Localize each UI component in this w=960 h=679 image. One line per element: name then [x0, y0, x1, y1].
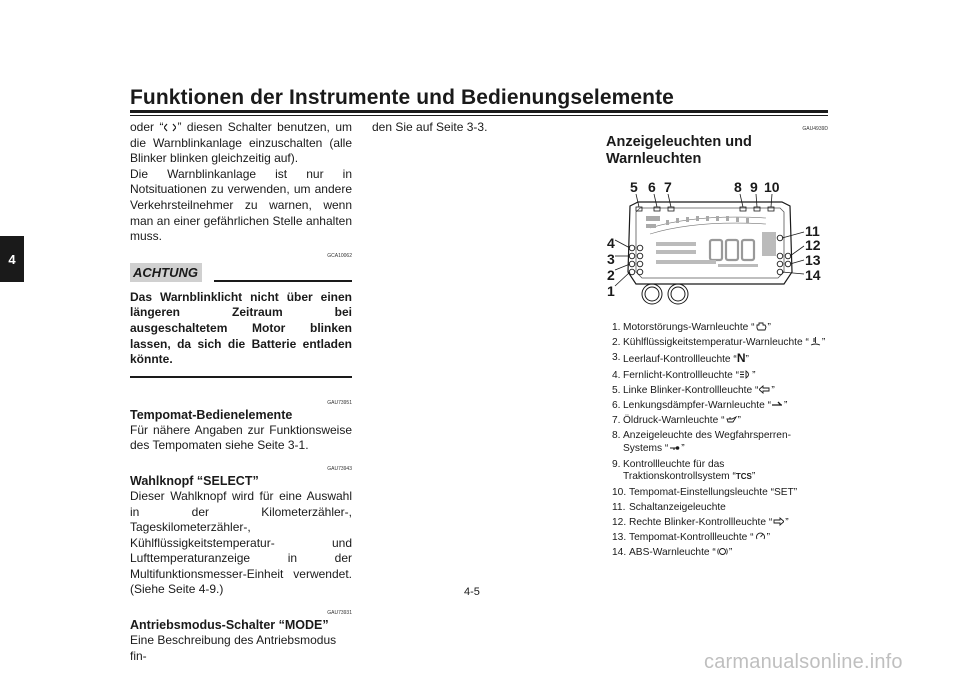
key-icon	[669, 443, 680, 452]
right-arrow-icon	[773, 517, 784, 526]
legend-item: 4. Fernlicht-Kontrollleuchte “ ”	[612, 369, 756, 381]
intro-pre: oder “	[130, 120, 164, 134]
legend-item: 6. Lenkungsdämpfer-Warnleuchte “ ”	[612, 400, 788, 412]
callout-2: 2	[607, 267, 615, 283]
caution-end-rule	[130, 376, 352, 378]
caution-badge: ACHTUNG	[130, 263, 202, 282]
title-rule-thick	[130, 110, 828, 113]
intro-post: ” diesen Schalter benutzen, um die Warnblinkanlage einzuschalten (alle Blinker blinken gleichzeitig auf).	[130, 120, 352, 166]
oil-can-icon	[726, 415, 737, 424]
intro-paragraph	[130, 120, 352, 167]
legend-item: 14. ABS-Warnleuchte “ ”	[612, 547, 733, 559]
select-text: Dieser Wahlknopf wird für eine Auswahl in der Kilometerzähler-, Tageskilometerzähler-, Kühlflüssigkeitstemperatur- und Lufttemperaturanzeige in der Multifunktionsmesser-Einheit verwendet. (Siehe Seite 4-9.)	[130, 488, 352, 597]
callout-14: 14	[805, 267, 821, 283]
select-heading: Wahlknopf “SELECT”	[130, 473, 259, 488]
callout-11: 11	[805, 223, 820, 239]
watermark: carmanualsonline.info	[704, 651, 903, 673]
legend-item: 3. Leerlauf-Kontrollleuchte “N”	[612, 351, 749, 366]
steering-damper-icon	[772, 400, 783, 409]
legend-item: 7. Öldruck-Warnleuchte “ ”	[612, 415, 741, 427]
legend-item: 1. Motorstörungs-Warnleuchte “ ”	[612, 322, 771, 333]
callout-12: 12	[805, 237, 821, 253]
high-beam-icon	[740, 370, 751, 379]
tcs-glyph: TCS	[735, 472, 752, 482]
neutral-n-glyph: N	[736, 351, 746, 366]
chapter-number: 4	[8, 251, 16, 267]
speed-digits	[710, 240, 754, 260]
thermometer-icon	[810, 337, 821, 346]
continuation-text: den Sie auf Seite 3-3.	[372, 120, 488, 134]
section-title: Anzeigeleuchten und Warnleuchten	[606, 134, 752, 167]
hazard-icon	[164, 123, 176, 132]
code-tempomat: GAU73951	[327, 399, 352, 406]
callout-5: 5	[630, 179, 638, 195]
left-arrow-icon	[759, 385, 770, 394]
mode-heading: Antriebsmodus-Schalter “MODE”	[130, 618, 329, 633]
code-section: GAU4939D	[802, 126, 828, 132]
engine-icon	[756, 322, 767, 331]
abs-icon	[717, 547, 728, 556]
caution-header	[130, 262, 352, 282]
callout-9: 9	[750, 179, 758, 195]
mode-knob	[668, 284, 688, 304]
lcd-segments	[656, 232, 776, 267]
column-right	[606, 120, 828, 168]
legend-item: 8. Anzeigeleuchte des Wegfahrsperren-Systems “ ”	[612, 430, 792, 455]
callout-10: 10	[764, 179, 780, 195]
tempomat-text: Für nähere Angaben zur Funktionsweise des Tempomaten siehe Seite 3-1.	[130, 422, 352, 453]
title-rule-thin	[130, 115, 828, 116]
column-left	[130, 120, 352, 664]
legend-item: 5. Linke Blinker-Kontrollleuchte “ ”	[612, 384, 775, 396]
legend-item: 13. Tempomat-Kontrollleuchte “ ”	[612, 532, 770, 544]
code-mode: GAU73931	[327, 610, 352, 617]
legend-item: 12. Rechte Blinker-Kontrollleuchte “ ”	[612, 517, 789, 529]
legend-item: 11. Schaltanzeigeleuchte	[612, 501, 726, 513]
mode-text: Eine Beschreibung des Antriebsmodus fin-	[130, 633, 337, 663]
callout-7: 7	[664, 179, 672, 195]
tacho-ticks	[666, 216, 749, 225]
tempomat-heading: Tempomat-Bedienelemente	[130, 407, 293, 422]
code-caution: GCA10062	[327, 252, 352, 259]
code-select: GAU73943	[327, 465, 352, 472]
column-middle	[372, 120, 594, 136]
page-number: 4-5	[464, 586, 480, 598]
caution-text: Das Warnblinklicht nicht über einen längeren Zeitraum bei ausgeschaltetem Motor blinken lassen, da sich die Batterie entladen könnte.	[130, 289, 352, 367]
callout-13: 13	[805, 252, 821, 268]
caution-rule	[214, 280, 352, 282]
select-knob	[642, 284, 662, 304]
callout-1: 1	[607, 283, 615, 299]
cruise-control-icon	[755, 532, 766, 541]
hazard-paragraph: Die Warnblinkanlage ist nur in Notsituationen zu verwenden, um andere Verkehrsteilnehmer zu warnen, wenn man an einer gefährlichen Stelle anhalten muss.	[130, 166, 352, 244]
callout-4: 4	[607, 235, 615, 251]
indicator-legend	[612, 322, 826, 563]
callout-6: 6	[648, 179, 656, 195]
legend-item: 2. Kühlflüssigkeitstemperatur-Warnleuchte “ ”	[612, 337, 826, 349]
legend-item: 10. Tempomat-Einstellungsleuchte “SET”	[612, 486, 798, 498]
legend-item: 9. Kontrollleuchte für das Traktionskontrollsystem “TCS”	[612, 458, 756, 483]
chapter-tab	[0, 236, 24, 282]
callout-3: 3	[607, 251, 615, 267]
page-title: Funktionen der Instrumente und Bedienungselemente	[130, 86, 674, 109]
callout-8: 8	[734, 179, 742, 195]
lcd-labels	[646, 216, 660, 228]
instrument-cluster-diagram	[606, 176, 828, 310]
